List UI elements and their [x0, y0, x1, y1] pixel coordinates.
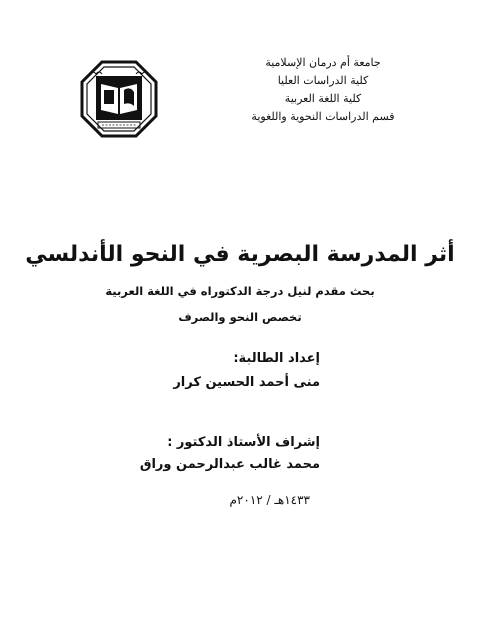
supervisor-label: إشراف الأستاذ الدكتور :	[167, 435, 320, 450]
thesis-subtitle: بحث مقدم لنيل درجة الدكتوراه في اللغة العربية	[105, 284, 375, 298]
supervisor-name: محمد غالب عبدالرحمن وراق	[139, 457, 320, 472]
seal-graphic	[80, 60, 158, 138]
thesis-specialization: تخصص النحو والصرف	[178, 310, 302, 324]
university-seal-icon	[80, 60, 158, 138]
thesis-title: أثر المدرسة البصرية في النحو الأندلسي	[25, 242, 455, 267]
college-name: كلية الدراسات العليا	[277, 74, 369, 87]
institution-header	[228, 54, 418, 126]
student-label: إعداد الطالبة:	[233, 351, 320, 366]
thesis-date: ١٤٣٣هـ / ٢٠١٢م	[229, 493, 310, 507]
department-name: قسم الدراسات النحوية واللغوية	[251, 110, 395, 123]
faculty-name: كلية اللغة العربية	[284, 92, 362, 105]
university-name: جامعة أم درمان الإسلامية	[265, 56, 381, 69]
student-name: منى أحمد الحسين كرار	[173, 375, 320, 390]
